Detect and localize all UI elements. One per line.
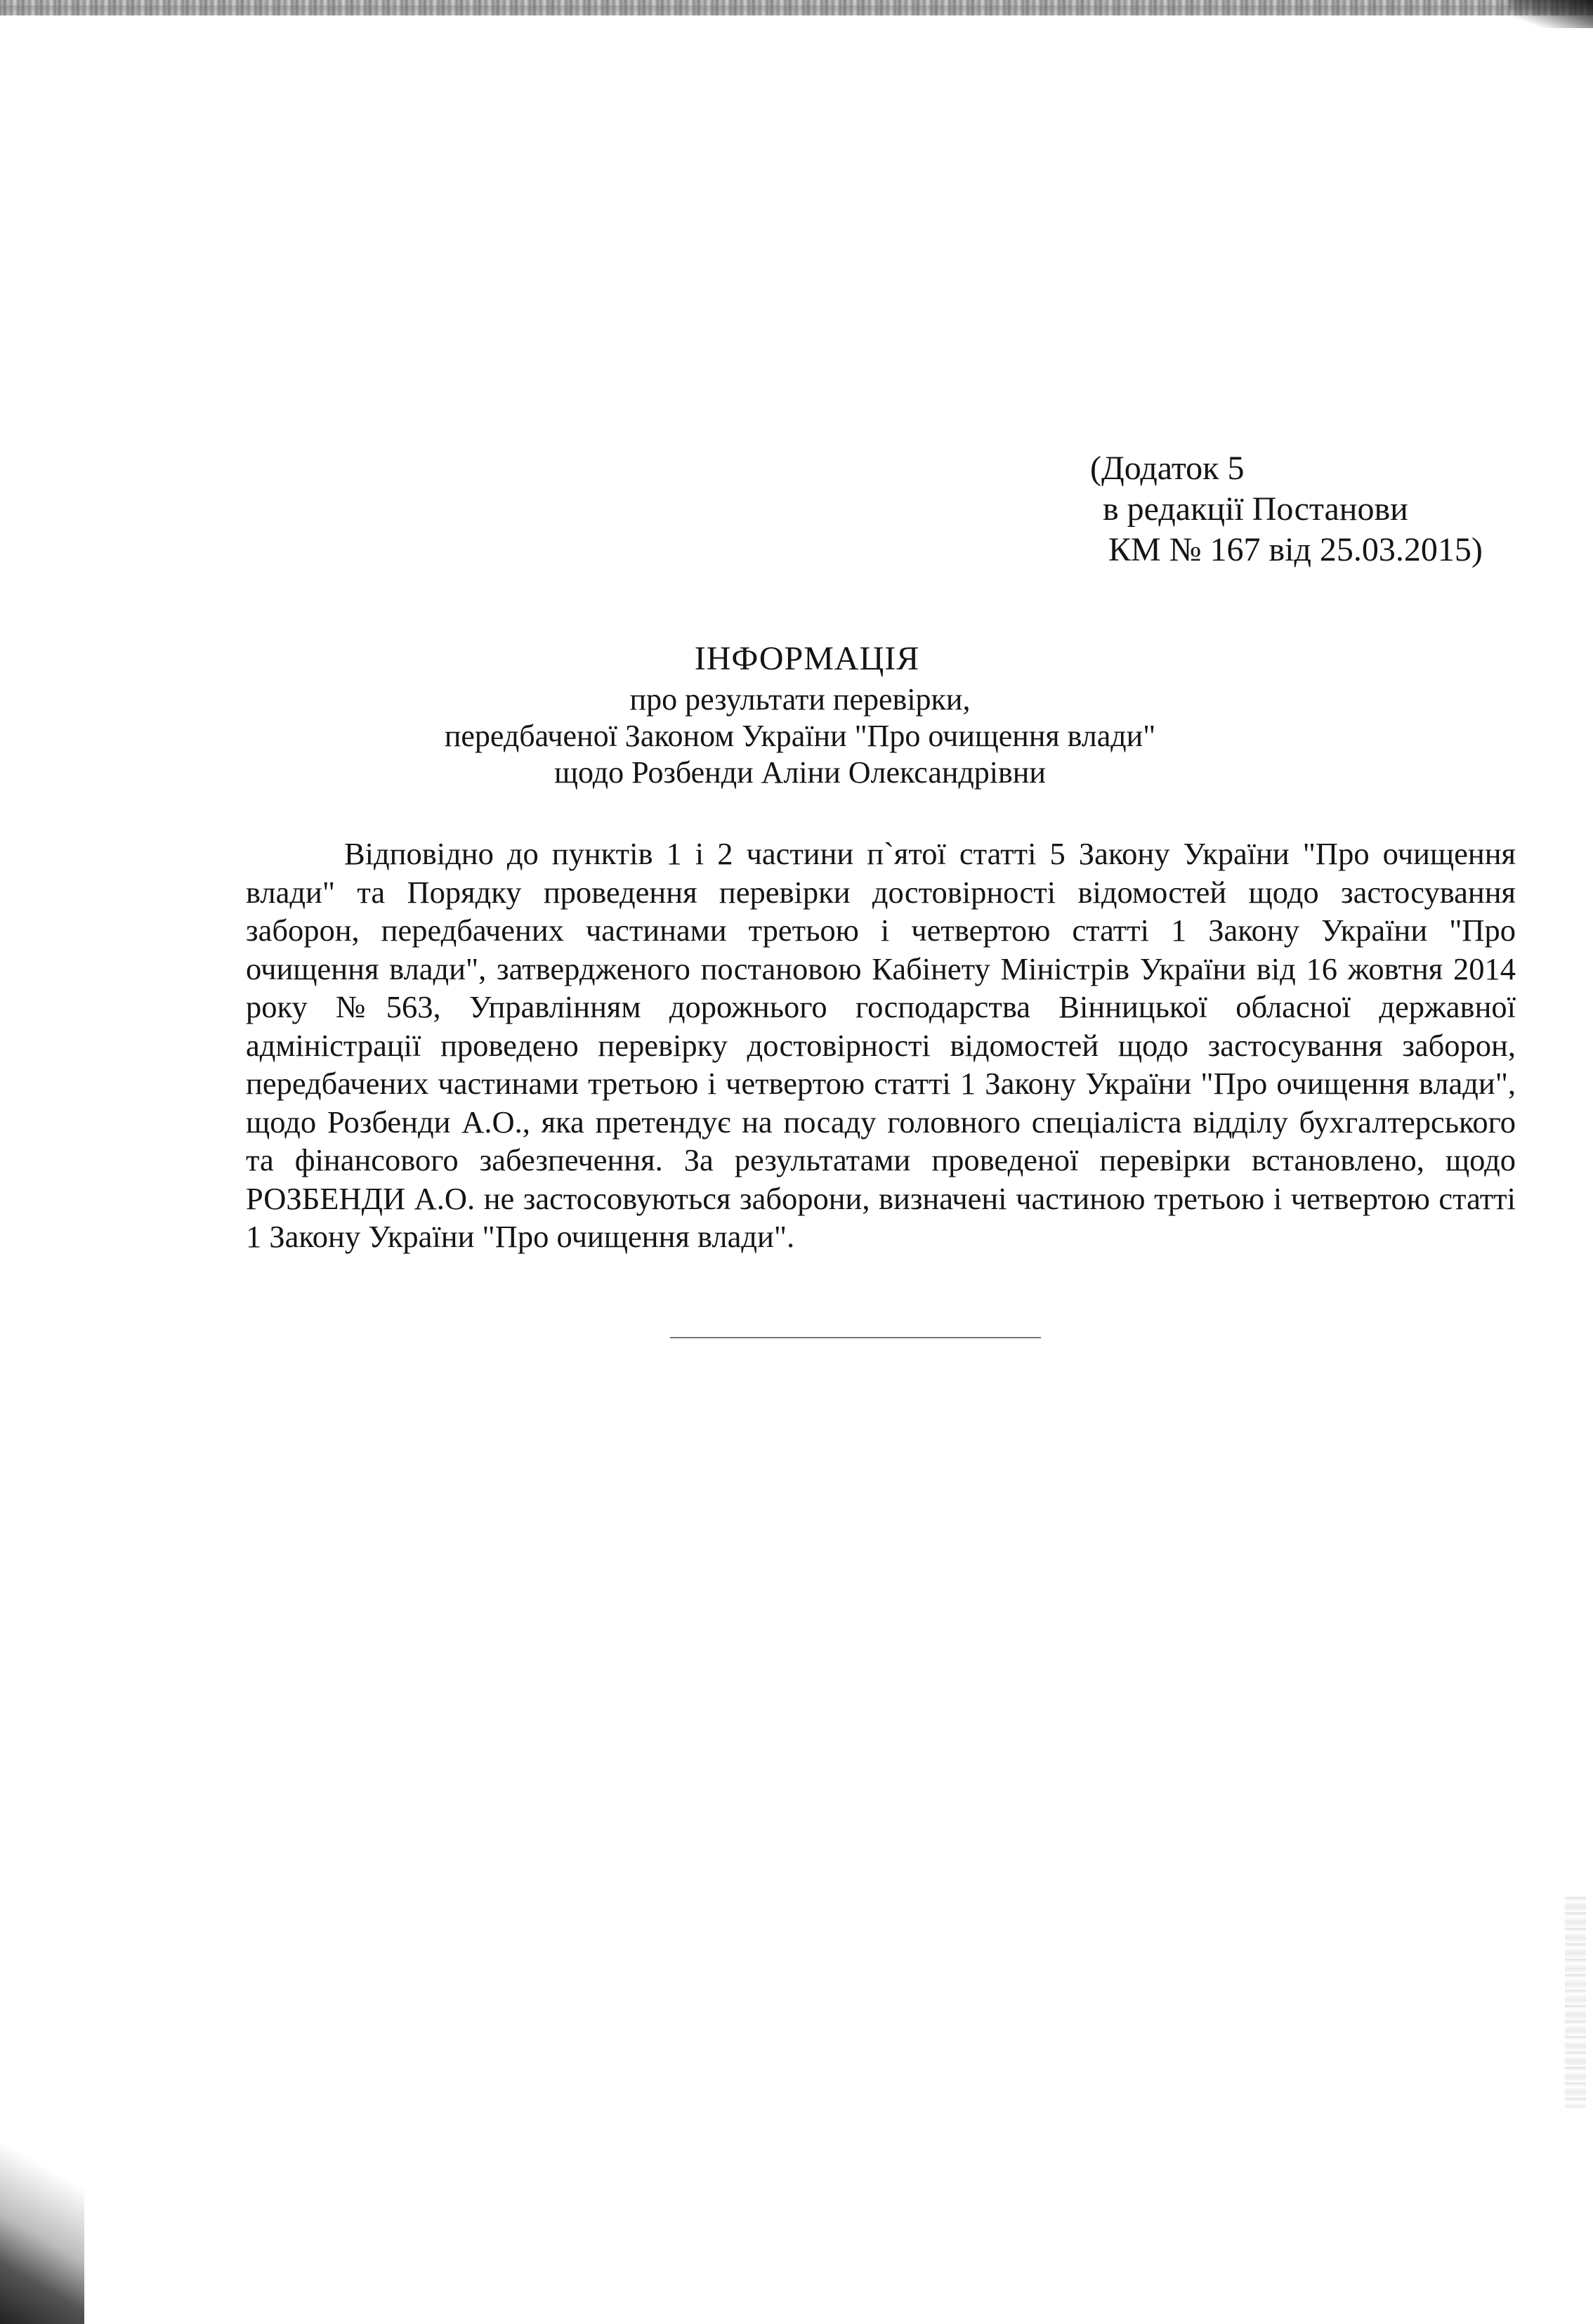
- scan-corner-bottom-left: [0, 2127, 84, 2324]
- scan-corner-top-right: [1509, 0, 1593, 28]
- closing-divider: [670, 1337, 1041, 1338]
- scan-edge-top: [0, 0, 1593, 15]
- subtitle-line-2: передбаченої Законом України "Про очищення влади": [444, 719, 1156, 753]
- subtitle-line-1: про результати перевірки,: [629, 682, 971, 717]
- scan-noise-right: [1565, 1897, 1586, 2108]
- annex-line-1: (Додаток 5: [1090, 450, 1245, 487]
- annex-reference: [1090, 448, 1483, 570]
- document-heading: [0, 637, 1593, 791]
- subtitle-line-3: щодо Розбенди Аліни Олександрівни: [554, 755, 1046, 790]
- annex-line-2: в редакції Постанови: [1103, 490, 1408, 528]
- body-paragraph: Відповідно до пунктів 1 і 2 частини п`ятої статті 5 Закону України "Про очищення влади" та Порядку проведення перевірки достовірності відомостей щодо застосування заборон, передбачених частинами третьою і четвертою статті 1 Закону України "Про очищення влади", затвердженого постановою Кабінету Міністрів України від 16 жовтня 2014 року №563, Управлінням дорожнього господарства Вінницької обласної державної адміністрації проведено перевірку достовірності відомостей щодо застосування заборон, передбачених частинами третьою і четвертою статті 1 Закону України "Про очищення влади", щодо Розбенди А.О., яка претендує на посаду головного спеціаліста відділу бухгалтерського та фінансового забезпечення. За результатами проведеної перевірки встановлено, щодо РОЗБЕНДИ А.О. не застосовуються заборони, визначені частиною третьою і четвертою статті 1 Закону України "Про очищення влади".: [246, 836, 1516, 1254]
- annex-line-3: КМ № 167 від 25.03.2015): [1108, 531, 1483, 568]
- document-title: ІНФОРМАЦІЯ: [694, 640, 920, 677]
